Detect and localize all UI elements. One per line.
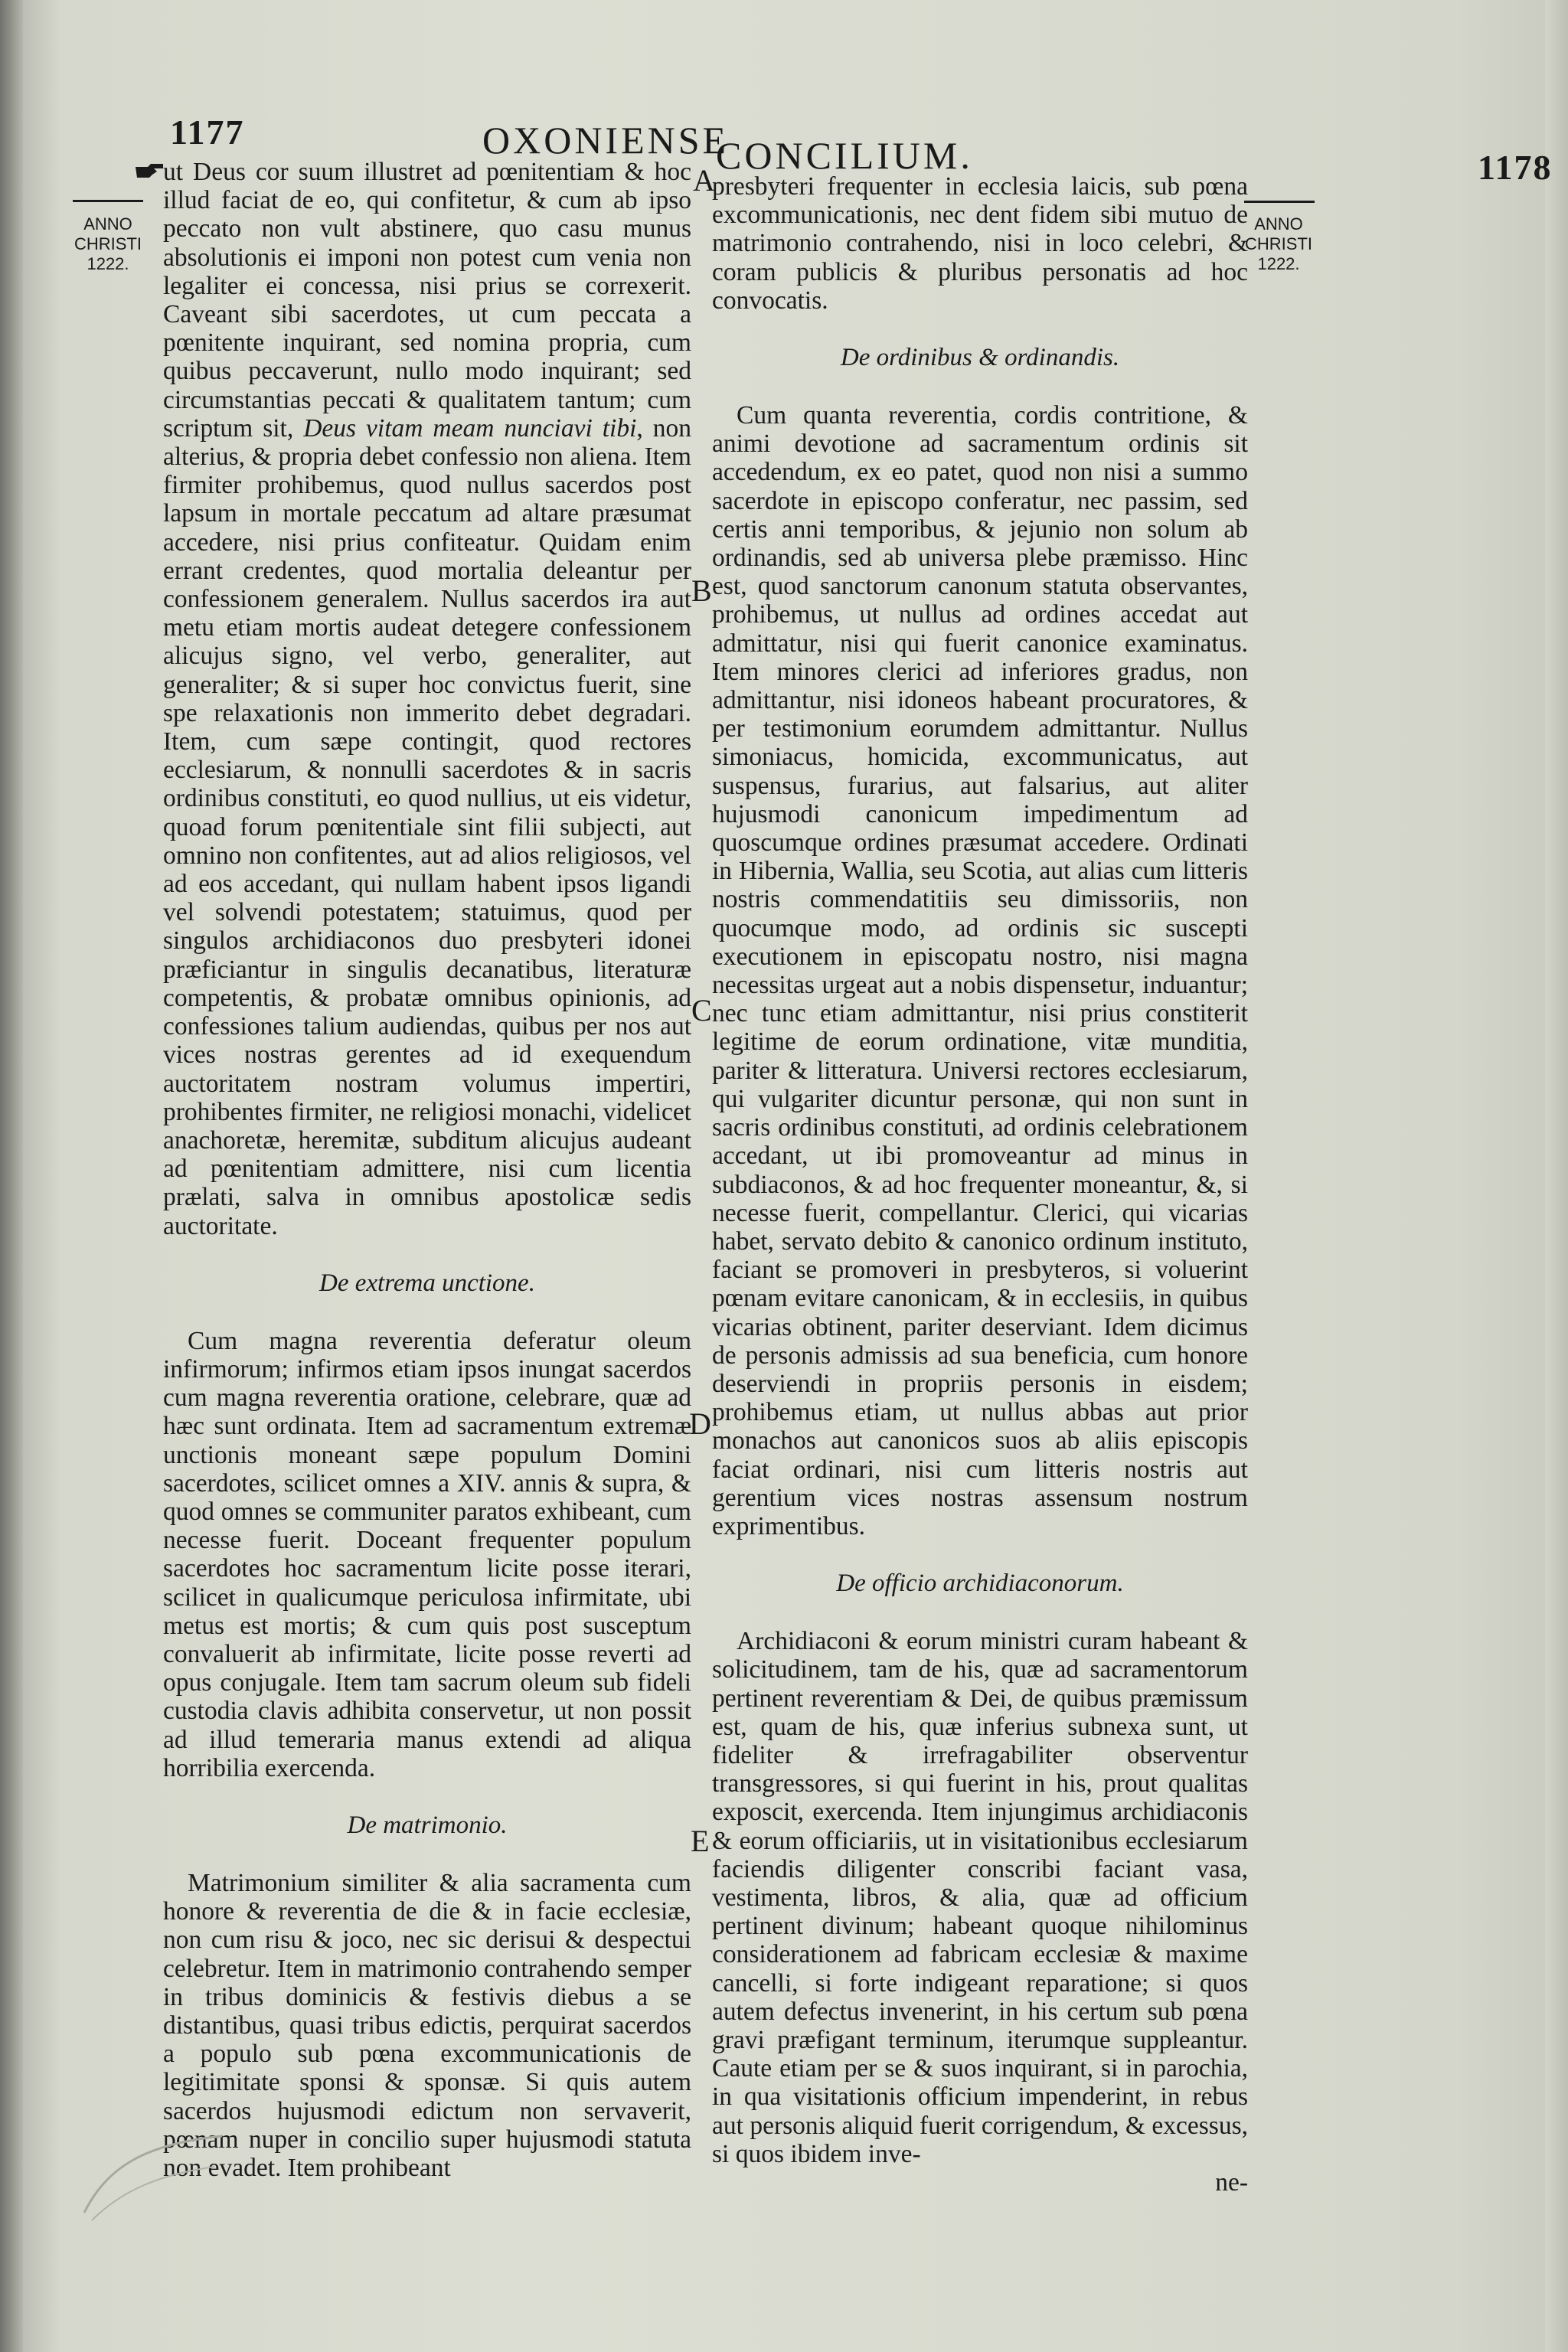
scripture-quote: Deus vitam meam nunciavi tibi: [303, 413, 637, 443]
paragraph-orders: Cum quanta reverentia, cordis contritione, & animi devotione ad sacramentum ordinis sit accedendum, ex eo patet, quod non nisi a summo sacerdote in episcopo conferatur, nec passim, sed certis anni temporibus, & jejunio non solum ab ordinandis, sed ab universa plebe præmisso. Hinc est, quod sanctorum canonum statuta observantes, prohibemus, ut nullus ad ordines accedat aut admittatur, nisi qui fuerit canonice examinatus. Item minores clerici ad inferiores gradus, non admittantur, nisi idoneos habeant procuratores, & per testimonium eorumdem admittantur. Nullus simoniacus, homicida, excommunicatus, aut suspensus, furarius, aut falsarius, aut aliter hujusmodi canonicum impedimentum ad quoscumque ordines præsumat accedere. Ordinati in Hibernia, Wallia, seu Scotia, aut alias cum litteris nostris commendatitiis seu dimissoriis, non quocumque modo, ad ordinis sic suscepti executionem in episcopatu nostro, nisi magna necessitas urgeat aut a nobis dispensetur, induantur; nec tunc etiam admittantur, nisi prius constiterit legitime de eorum ordinatione, vitæ munditia, pariter & litteratura. Universi rectores ecclesiarum, qui vulgariter dicuntur personæ, qui non sunt in sacris ordinibus constituti, ad ordinis celebrationem accedant, ut ibi promoveantur ad minus in subdiaconos, & ad hoc frequenter moneantur, &, si necesse fuerit, compellantur. Clerici, qui vicarias habet, servato debito & canonico ordinum instituto, faciant se promoveri in presbyteros, si voluerint pœnam evitare canonicam, & in ecclesiis, in quibus vicarias obtinent, pariter deserviant. Idem dicimus de personis admissis ad sua beneficia, cum honore deserviendi in propriis personis in eisdem; prohibemus etiam, ut nullus abbas aut prior monachos aut canonicos suos ab aliis episcopis faciat ordinari, nisi cum litteris nostris aut gerentium vices nostras assensum nostrum exprimentibus.: [712, 401, 1248, 1540]
margin-christi: CHRISTI: [74, 234, 142, 253]
paragraph-text: , non alterius, & propria debet confessio non aliena. Item firmiter prohibemus, quod nullus sacerdos post lapsum in mortale peccatum ad altare præsumat accedere, nisi prius confiteatur. Quidam enim errant credentes, quod mortalia deleantur per confessionem generalem. Nullus sacerdos ira aut metu etiam mortis audeat detegere confessionem alicujus signo, vel verbo, generaliter, aut generaliter; & si super hoc convictus fuerit, sine spe relaxationis non immerito debet degradari. Item, cum sæpe contingit, quod rectores ecclesiarum, & nonnulli sacerdotes & in sacris ordinibus constituti, eo quod nullius, ut eis videtur, quoad forum pœnitentiale sint filii subjecti, aut omnino non confitentes, aut ad alios religiosos, vel ad eos accedant, qui nullam habent ipsos ligandi vel solvendi potestatem; statuimus, quod per singulos archidiaconos duo presbyteri idonei præficiantur in singulis decanatibus, literaturæ competentis, & probatæ omnibus opinionis, ad confessiones talium audiendas, quibus per nos aut vices nostras gerentes ad id exequendum auctoritatem nostram volumus impertiri, prohibentes firmiter, ne religiosi monachi, videlicet anachoretæ, heremitæ, subditum alicujus audeant ad pœnitentiam admittere, nisi cum licentia prælati, salva in omnibus apostolicæ sedis auctoritate.: [163, 413, 692, 1240]
margin-note-anno-right: [1244, 214, 1313, 274]
heading-extreme-unction: De extrema unctione.: [319, 1269, 535, 1297]
page-number-left: 1177: [170, 113, 245, 152]
running-title-right: CONCILIUM.: [716, 134, 973, 177]
margin-christi: CHRISTI: [1245, 234, 1312, 253]
margin-year: 1222.: [87, 254, 129, 273]
margin-rule-right: [1244, 201, 1315, 203]
section-letter-e: E: [691, 1824, 710, 1858]
heading-archdeacons: De officio archidiaconorum.: [836, 1570, 1124, 1598]
section-letter-d: D: [689, 1406, 711, 1441]
page-left-edge: [0, 0, 23, 2352]
running-title-left: OXONIENSE: [482, 119, 730, 162]
pointing-hand-icon: [134, 159, 165, 182]
margin-anno: ANNO: [1254, 214, 1303, 234]
margin-note-anno-left: [74, 214, 142, 274]
section-letter-a: A: [693, 163, 715, 198]
paragraph-extreme-unction: Cum magna reverentia deferatur oleum infirmorum; infirmos etiam ipsos inungat sacerdos cum magna reverentia oratione, celebrare, quæ ad hæc sunt ordinata. Item ad sacramentum extremæ unctionis moneant sæpe populum Domini sacerdotes, scilicet omnes a XIV. annis & supra, & quod omnes se communiter paratos exhibeant, cum necesse fuerit. Doceant frequenter populum sacerdotes hoc sacramentum licite posse iterari, scilicet in qualicumque periculosa infirmitate, ubi metus est mortis; & cum quis post susceptum convaluerit ab infirmitate, licite posse reverti ad opus conjugale. Item tam sacrum oleum sub fideli custodia clavis adhibita conservetur, ut non possit ad illud temeraria manus extendi ad aliqua horribilia exercenda.: [163, 1326, 691, 1782]
right-column: [712, 172, 1248, 2197]
margin-anno: ANNO: [83, 214, 132, 234]
catchword: ne-: [1215, 2168, 1248, 2197]
section-letter-c: C: [691, 993, 712, 1027]
margin-year: 1222.: [1257, 254, 1300, 273]
heading-matrimony: De matrimonio.: [347, 1811, 508, 1839]
section-letter-b: B: [691, 573, 712, 608]
heading-orders: De ordinibus & ordinandis.: [840, 344, 1120, 372]
margin-rule-left: [73, 200, 143, 202]
paragraph-confession: [163, 158, 691, 1240]
paragraph-matrimony: Matrimonium similiter & alia sacramenta cum honore & reverentia de die & in facie ecclesiæ, non cum risu & joco, nec sic derisui & despectui celebretur. Item in matrimonio contrahendo semper in tribus dominicis & festivis diebus a se distantibus, quasi tribus edictis, perquirat sacerdos a populo sub pœna excommunicationis de legitimitate sponsi & sponsæ. Si quis autem sacerdos hujusmodi edictum non servaverit, pœnam nuper in concilio super hujusmodi statuta non evadet. Item prohibeant: [163, 1868, 691, 2182]
left-column: [163, 158, 691, 2182]
page-right-edge: [1545, 0, 1568, 2352]
paragraph-text: ut Deus cor suum illustret ad pœnitentiam & hoc illud faciat de eo, qui confitetur, & cum ab ipso peccato non vult abstinere, quo casu munus absolutionis ei imponi non potest cum venia non legaliter ei concessa, nisi prius se correxerit. Caveant sibi sacerdotes, ut cum peccata a pœnitente inquirant, sed nomina propria, cum quibus peccaverunt, nullo modo inquirant; sed circumstantias peccati & qualitatem tantum; cum scriptum sit,: [163, 158, 691, 443]
paragraph-archdeacons: Archidiaconi & eorum ministri curam habeant & solicitudinem, tam de his, quæ ad sacramentorum pertinent reverentiam & Dei, de quibus præmissum est, quam de his, quæ inferius subnexa sunt, ut fideliter & irrefragabiliter observentur transgressores, si qui fuerint in his, prout qualitas exposcit, exercenda. Item injungimus archidiaconis & eorum officiariis, ut in visitationibus ecclesiarum faciendis diligenter conscribi faciant vasa, vestimenta, libros, & alia, quæ ad officium pertinent divinum; habeant quoque nihilominus considerationem ad fabricam ecclesiæ & maxime cancelli, si forte indigeant reparatione; si quos autem defectus invenerint, in his certum sub pœna gravi præfigant terminum, iterumque suppleantur. Caute etiam per se & suos inquirant, si in parochia, in qua visitationis officium impenderint, in rebus aut personis aliquid fuerit corrigendum, & excessus, si quos ibidem inve-: [712, 1627, 1248, 2168]
page-number-right: 1178: [1478, 148, 1553, 187]
pencil-mark: [77, 2121, 230, 2228]
paragraph-matrimony-cont: presbyteri frequenter in ecclesia laicis, sub pœna excommunicationis, nec dent fidem sibi mutuo de matrimonio contrahendo, nisi in loco celebri, & coram publicis & pluribus personatis ad hoc convocatis.: [712, 172, 1248, 315]
